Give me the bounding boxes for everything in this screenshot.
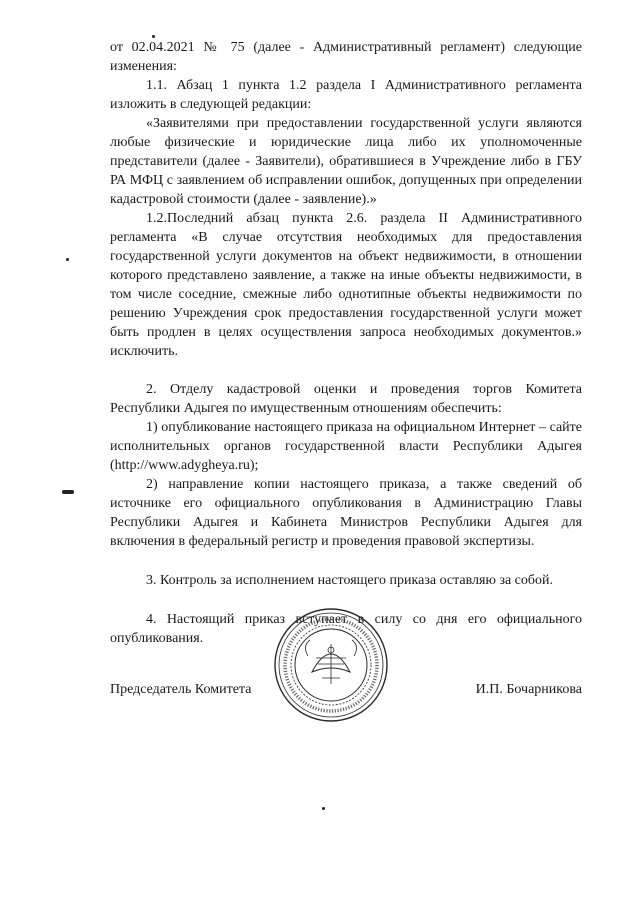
item-4-paragraph: 4. Настоящий приказ вступает в силу со дня его официального опубликования. <box>110 612 582 646</box>
scan-speck <box>322 807 325 810</box>
item-3-paragraph: 3. Контроль за исполнением настоящего приказа оставляю за собой. <box>146 573 554 588</box>
item-1-2-paragraph: 1.2.Последний абзац пункта 2.6. раздела II Административного регламента «В случае отсутствия необходимых для предоставления государственной услуги документов на объект недвижимости, в отношении которого представлено заявление, а также на иные объекты недвижимости, в том числе соседние, смежные либо однотипные объекты недвижимости по решению Учреждения срок предоставления государственной услуги может быть продлен в целях осуществления запроса необходимых документов.» исключить. <box>110 211 582 359</box>
item-2-2-paragraph: 2) направление копии настоящего приказа, а также сведений об источнике его официального опубликования в Администрацию Главы Республики Адыгея и Кабинета Министров Республики Адыгея для включения в федеральный регистр и проведения правовой экспертизы. <box>110 477 582 549</box>
spacer <box>110 551 582 571</box>
item-1-1-paragraph: 1.1. Абзац 1 пункта 1.2 раздела I Административного регламента изложить в следующей редакции: <box>110 78 582 112</box>
item-2-1-paragraph: 1) опубликование настоящего приказа на официальном Интернет – сайте исполнительных органов государственной власти Республики Адыгея (http://www.adygheya.ru); <box>110 420 582 473</box>
scan-speck <box>66 258 69 261</box>
signatory-position: Председатель Комитета <box>110 682 252 697</box>
quote-1-paragraph: «Заявителями при предоставлении государственной услуги являются любые физические и юридические лица либо их уполномоченные представители (далее - Заявители), обратившиеся в Учреждение либо в ГБУ РА МФЦ с заявлением об исправлении ошибок, допущенных при определении кадастровой стоимости (далее - заявление).» <box>110 116 582 207</box>
signatory-name: И.П. Бочарникова <box>475 682 582 697</box>
intro-paragraph: от 02.04.2021 № 75 (далее - Административный регламент) следующие изменения: <box>110 40 582 74</box>
scan-speck <box>152 35 155 38</box>
document-body <box>110 38 582 648</box>
spacer <box>110 361 582 380</box>
scan-speck <box>62 490 74 494</box>
item-2-paragraph: 2. Отделу кадастровой оценки и проведения торгов Комитета Республики Адыгея по имущественным отношениям обеспечить: <box>110 382 582 416</box>
official-stamp-icon <box>272 606 390 724</box>
